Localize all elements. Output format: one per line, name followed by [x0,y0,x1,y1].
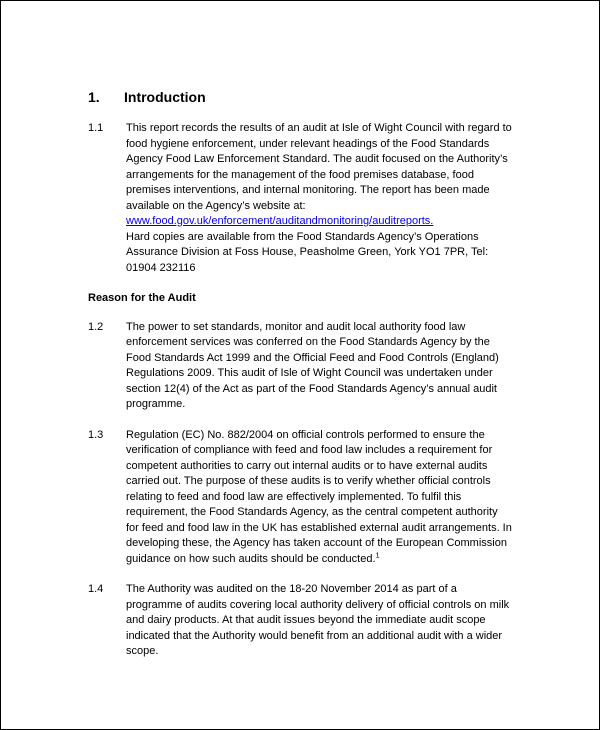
paragraph-1-2 [88,320,513,413]
paragraph-number: 1.2 [88,320,104,333]
audit-reports-link[interactable]: www.food.gov.uk/enforcement/auditandmonitoring/auditreports. [126,215,434,227]
paragraph-body [126,428,513,568]
paragraph-number: 1.4 [88,583,104,595]
paragraph-1-4 [88,582,513,660]
paragraph-body: The Authority was audited on the 18-20 November 2014 as part of a programme of audits covering local authority delivery of official controls on milk and dairy products. At that audit issues beyond the immediate audit scope indicated that the Authority would benefit from an additional audit with a wider scope. [126,583,510,657]
paragraph-text-after-link: Hard copies are available from the Food Standards Agency’s Operations Assurance Division at Foss House, Peasholme Green, York YO1 7PR, Tel: 01904 232116 [126,230,489,274]
paragraph-1-3 [88,428,513,568]
footnote-reference: 1 [375,549,380,559]
section-heading [88,89,513,106]
section-heading-number: 1. [88,89,100,105]
paragraph-body: The power to set standards, monitor and audit local authority food law enforcement services was conferred on the Food Standards Agency by the Food Standards Act 1999 and the Official Feed and Food Controls (England) Regulations 2009. This audit of Isle of Wight Council was undertaken under section 12(4) of the Act as part of the Food Standards Agency’s annual audit programme. [126,320,499,410]
paragraph-number: 1.1 [88,122,104,134]
paragraph-text: Regulation (EC) No. 882/2004 on official controls performed to ensure the verification of compliance with feed and food law includes a requirement for competent authorities to carry out internal audits or to have external audits carried out. The purpose of these audits is to verify whether official controls relating to feed and food law are effectively implemented. To fulfil this requirement, the Food Standards Agency, as the central competent authority for feed and food law in the UK has established external audit arrangements. In developing these, the Agency has taken account of the European Commission guidance on how such audits should be conducted. [126,428,512,565]
section-heading-title: Introduction [124,89,206,105]
paragraph-1-1 [88,121,513,276]
paragraph-body [126,121,513,276]
subheading-reason-for-audit: Reason for the Audit [88,292,196,304]
paragraph-number: 1.3 [88,428,104,441]
paragraph-text-before-link: This report records the results of an audit at Isle of Wight Council with regard to food hygiene enforcement, under relevant headings of the Food Standards Agency Food Law Enforcement Standard. The audit focused on the Authority’s arrangements for the management of the food premises database, food premises interventions, and internal monitoring. The report has been made available on the Agency’s website at: [126,122,512,212]
page-content [1,1,599,660]
